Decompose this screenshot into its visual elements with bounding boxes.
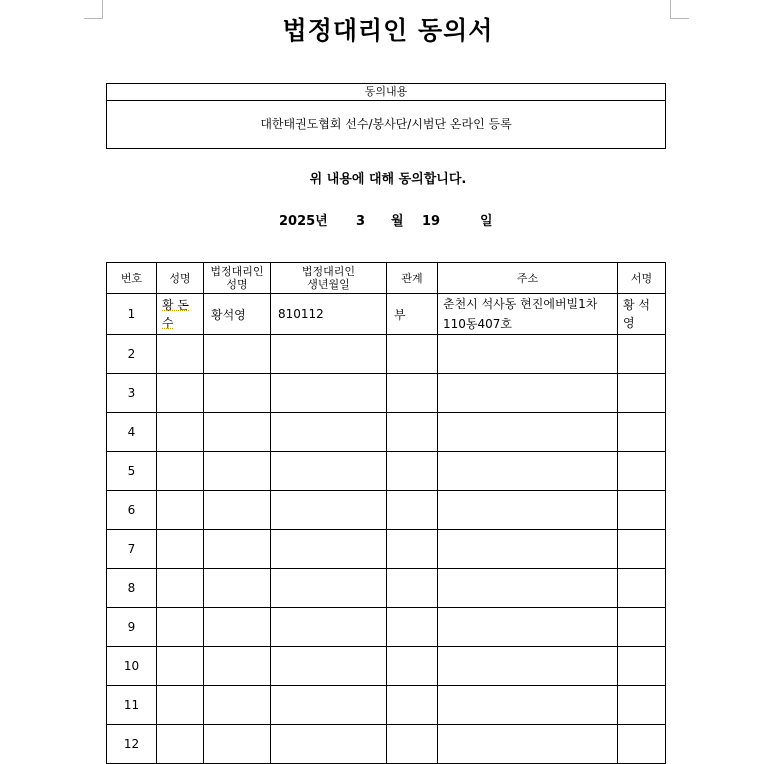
cell-number: 6	[107, 491, 157, 530]
cell-guardian-birthdate	[271, 413, 387, 452]
cell-relation	[387, 530, 438, 569]
cell-signature	[618, 647, 666, 686]
document-title: 법정대리인 동의서	[282, 16, 494, 45]
cell-relation	[387, 686, 438, 725]
cell-name	[157, 569, 204, 608]
cell-name	[157, 491, 204, 530]
cell-guardian-name	[204, 452, 271, 491]
cell-guardian-name	[204, 647, 271, 686]
cell-number: 11	[107, 686, 157, 725]
consent-content: 대한태권도협회 선수/봉사단/시범단 온라인 등록	[260, 117, 512, 131]
date-month-unit: 월	[391, 214, 404, 229]
cell-guardian-birthdate	[271, 335, 387, 374]
header-number: 번호	[107, 263, 157, 294]
cell-name	[157, 413, 204, 452]
table-row	[107, 452, 666, 491]
consent-box	[106, 83, 666, 149]
table-row	[107, 569, 666, 608]
cell-guardian-birthdate	[271, 530, 387, 569]
cell-address	[438, 413, 618, 452]
table-row	[107, 530, 666, 569]
date-day: 19	[422, 214, 441, 229]
table-row	[107, 335, 666, 374]
cell-name	[157, 452, 204, 491]
cell-relation	[387, 491, 438, 530]
cell-guardian-name: 황석영	[204, 294, 271, 335]
cell-number: 9	[107, 608, 157, 647]
header-address: 주소	[438, 263, 618, 294]
table-row	[107, 294, 666, 335]
cell-guardian-name	[204, 374, 271, 413]
cell-relation	[387, 452, 438, 491]
cell-guardian-name	[204, 686, 271, 725]
cell-guardian-name	[204, 413, 271, 452]
cell-address	[438, 452, 618, 491]
cell-address	[438, 335, 618, 374]
cell-signature	[618, 335, 666, 374]
cell-name	[157, 608, 204, 647]
header-guardian-birthdate: 법정대리인 생년월일	[271, 263, 387, 294]
cell-guardian-birthdate	[271, 647, 387, 686]
cell-relation	[387, 647, 438, 686]
date-month: 3	[356, 214, 366, 229]
cell-name	[157, 647, 204, 686]
cell-number: 7	[107, 530, 157, 569]
cell-signature	[618, 413, 666, 452]
header-guardian-name: 법정대리인 성명	[204, 263, 271, 294]
cell-address	[438, 491, 618, 530]
cell-relation	[387, 608, 438, 647]
cell-number: 5	[107, 452, 157, 491]
date-year: 2025년	[279, 214, 328, 229]
cell-signature	[618, 374, 666, 413]
date-day-unit: 일	[480, 214, 493, 229]
cell-number: 1	[107, 294, 157, 335]
cell-signature	[618, 491, 666, 530]
cell-name	[157, 335, 204, 374]
cell-name	[157, 374, 204, 413]
cell-signature	[618, 452, 666, 491]
cell-relation: 부	[387, 294, 438, 335]
cell-number: 10	[107, 647, 157, 686]
cell-name	[157, 530, 204, 569]
table-row	[107, 374, 666, 413]
guardian-consent-table	[106, 262, 666, 764]
table-row	[107, 491, 666, 530]
cell-signature	[618, 569, 666, 608]
cell-address	[438, 608, 618, 647]
table-row	[107, 647, 666, 686]
cell-signature: 황 석 영	[618, 294, 666, 335]
agreement-statement: 위 내용에 대해 동의합니다.	[309, 172, 467, 187]
header-signature: 서명	[618, 263, 666, 294]
cell-signature	[618, 686, 666, 725]
cell-number: 8	[107, 569, 157, 608]
cell-address: 춘천시 석사동 현진에버빌1차110동407호	[438, 294, 618, 335]
cell-relation	[387, 335, 438, 374]
cell-guardian-birthdate	[271, 569, 387, 608]
header-name: 성명	[157, 263, 204, 294]
cell-guardian-name	[204, 530, 271, 569]
cell-address	[438, 374, 618, 413]
cell-relation	[387, 374, 438, 413]
cell-guardian-birthdate	[271, 374, 387, 413]
cell-signature	[618, 608, 666, 647]
cell-address	[438, 686, 618, 725]
cell-address	[438, 647, 618, 686]
cell-name: 황 돈 수	[157, 294, 204, 335]
cell-guardian-name	[204, 335, 271, 374]
table-header-row	[107, 263, 666, 294]
table-row	[107, 686, 666, 725]
cell-signature	[618, 530, 666, 569]
cell-address	[438, 569, 618, 608]
cell-number: 4	[107, 413, 157, 452]
header-relation: 관계	[387, 263, 438, 294]
cell-relation	[387, 413, 438, 452]
cell-guardian-name	[204, 569, 271, 608]
cell-guardian-birthdate	[271, 452, 387, 491]
cell-relation	[387, 569, 438, 608]
cell-number: 3	[107, 374, 157, 413]
consent-header: 동의내용	[107, 84, 665, 101]
cell-guardian-name	[204, 608, 271, 647]
cell-address	[438, 530, 618, 569]
cell-guardian-birthdate: 810112	[271, 294, 387, 335]
cell-guardian-birthdate	[271, 491, 387, 530]
table-row	[107, 608, 666, 647]
cell-guardian-birthdate	[271, 686, 387, 725]
cell-number: 2	[107, 335, 157, 374]
cell-number: 12	[107, 725, 157, 764]
cell-name	[157, 686, 204, 725]
cell-guardian-birthdate	[271, 608, 387, 647]
table-row	[107, 413, 666, 452]
cell-guardian-name	[204, 491, 271, 530]
